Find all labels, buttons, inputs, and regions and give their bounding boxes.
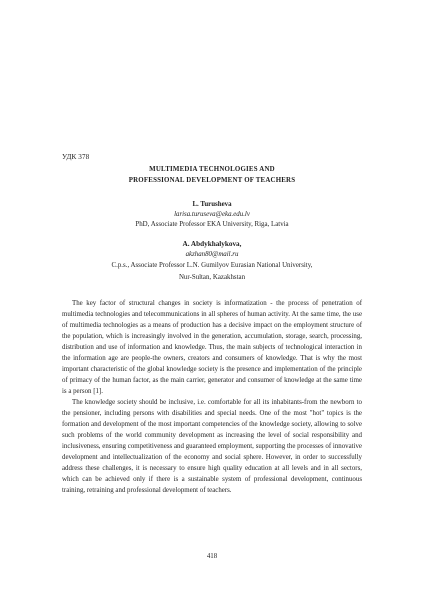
udk-code: УДК 378	[62, 153, 90, 161]
page-number: 418	[206, 553, 218, 560]
author-2-affiliation-line-2: Nur-Sultan, Kazakhstan	[178, 274, 246, 281]
author-2-email: akzhan80@mail.ru	[185, 251, 239, 258]
author-2-affiliation-line-1: C.p.s., Associate Professor L.N. Gumilyov Eurasian National University,	[111, 262, 313, 269]
paper-title-line-2: PROFESSIONAL DEVELOPMENT OF TEACHERS	[128, 177, 296, 184]
body-paragraph-2: The knowledge society should be inclusive, i.e. comfortable for all its inhabitants-from the newborn to the pensioner, including persons with disabilities and special needs. One of the most "hot" topics is the formation and development of the most important competencies of the knowledge society, allowing to solve such problems of the world community development as increasing the level of social responsibility and inclusiveness, ensuring competitiveness and guaranteed employment, supporting the processes of innovative development and intellectualization of the economy and social sphere. However, in order to successfully address these challenges, it is necessary to ensure high quality education at all levels and in all sectors, which can be achieved only if there is a sustainable system of professional development, continuous training, retraining and professional development of teachers.	[62, 399, 362, 494]
body-text	[62, 298, 362, 496]
author-1-affiliation: PhD, Associate Professor EKA University, Riga, Latvia	[135, 221, 289, 228]
body-paragraph-1: The key factor of structural changes in society is informatization - the process of penetration of multimedia technologies and telecommunications in all spheres of human activity. At the same time, the use of multimedia technologies as a means of production has a decisive impact on the employment structure of the population, which is increasingly involved in the generation, accumulation, storage, search, processing, distribution and use of information and knowledge. Thus, the main subjects of technological interaction in the information age are people-the owners, creators and consumers of knowledge. That is why the most important characteristic of the global knowledge society is the presence and implementation of the principle of primacy of the human factor, as the main carrier, generator and consumer of knowledge at the same time is a person [1].	[62, 300, 362, 395]
author-1-email: larisa.turuseva@eka.edu.lv	[174, 211, 250, 218]
author-1-name: L. Turusheva	[192, 201, 232, 208]
author-2-name: A. Abdykhalykova,	[182, 240, 242, 248]
paper-title-line-1: MULTIMEDIA TECHNOLOGIES AND	[149, 166, 275, 173]
